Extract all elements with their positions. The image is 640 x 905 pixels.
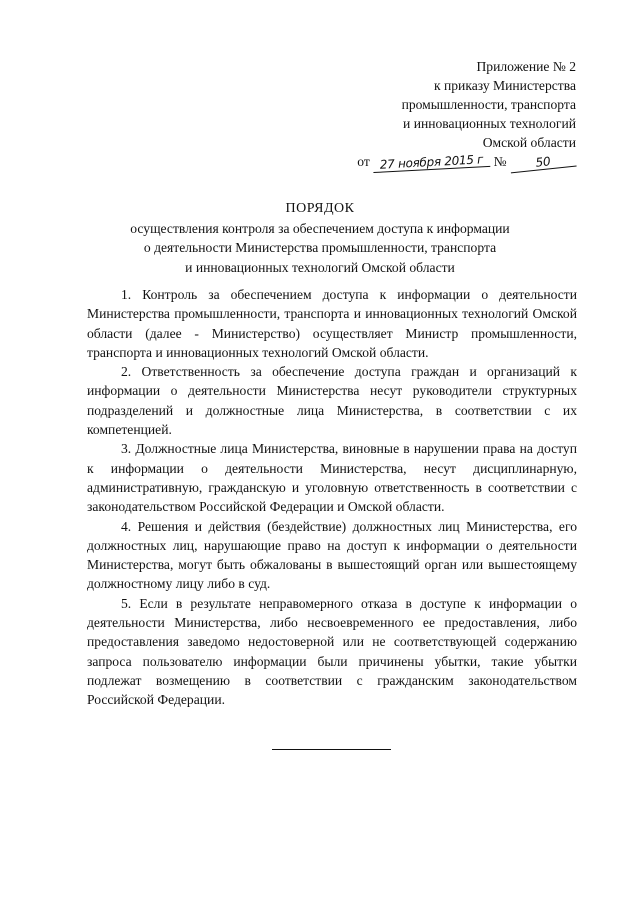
appendix-ministry-line-1: промышленности, транспорта [401, 97, 576, 112]
handwritten-order-number: 50 [509, 152, 576, 174]
document-heading [60, 199, 580, 277]
order-date-line [357, 152, 576, 171]
document-subtitle-line-3: и инновационных технологий Омской области [185, 259, 455, 275]
appendix-header [357, 57, 576, 171]
document-subtitle-line-1: осуществления контроля за обеспечением доступа к информации [130, 220, 510, 236]
order-number-label: № [493, 154, 507, 169]
appendix-ministry-line-2: и инновационных технологий [403, 116, 576, 131]
handwritten-order-date: 27 ноября 2015 г [373, 152, 491, 173]
paragraph-1: 1. Контроль за обеспечением доступа к информации о деятельности Министерства промышленности, транспорта и инновационных технологий Омской области (далее - Министерство) осуществляет Министр промышленности, транспорта и инновационных технологий Омской области. [87, 287, 577, 360]
appendix-number: Приложение № 2 [476, 59, 576, 74]
paragraph-2: 2. Ответственность за обеспечение доступа граждан и организаций к информации о деятельности Министерства несут руководители структурных подразделений и должностные лица Министерства, в соответствии с их компетенцией. [87, 364, 577, 438]
appendix-order-ref: к приказу Министерства [433, 78, 576, 93]
document-body [87, 285, 577, 710]
end-divider-line [272, 749, 391, 750]
document-subtitle-line-2: о деятельности Министерства промышленности, транспорта [143, 240, 497, 255]
paragraph-5: 5. Если в результате неправомерного отказа в доступе к информации о деятельности Министерства, либо несвоевременного ее предоставления, либо предоставления заведомо недостоверной или не соответствующей содержанию запроса пользователю информации были причинены убытки, такие убытки подлежат возмещению в соответствии с гражданским законодательством Российской Федерации. [87, 595, 577, 708]
paragraph-4: 4. Решения и действия (бездействие) должностных лиц Министерства, его должностных лиц, нарушающие право на доступ к информации о деятельности Министерства, могут быть обжалованы в вышестоящий орган или вышестоящему должностному лицу либо в суд. [87, 518, 577, 592]
paragraph-3: 3. Должностные лица Министерства, виновные в нарушении права на доступ к информации о деятельности Министерства, несут дисциплинарную, административную, гражданскую и уголовную ответственность в соответствии с законодательством Российской Федерации и Омской области. [87, 441, 577, 515]
appendix-region: Омской области [482, 135, 576, 150]
order-date-prefix: от [357, 154, 370, 169]
document-title: ПОРЯДОК [285, 201, 355, 216]
